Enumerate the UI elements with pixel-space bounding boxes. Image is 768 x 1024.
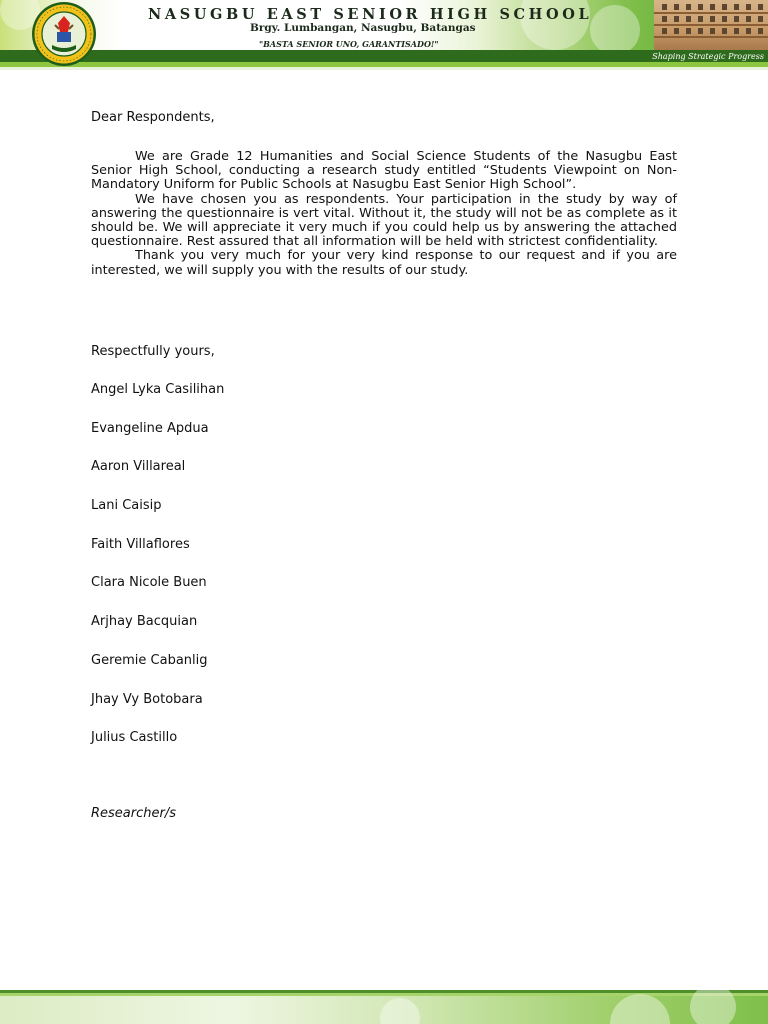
paragraph-request: We have chosen you as respondents. Your participation in the study by way of answering the questionnaire is vert vital. Without it, the study will not be as complete as it should be. We will appreciate it very much if you could help us by answering the attached questionnaire. Rest assured that all information will be held with strictest confidentiality. bbox=[91, 191, 677, 250]
paragraph-thanks: Thank you very much for your very kind response to our request and if you are interested, we will supply you with the results of our study. bbox=[91, 248, 677, 278]
bokeh-decoration bbox=[610, 994, 670, 1024]
researcher-names-list bbox=[91, 382, 224, 769]
researcher-name: Evangeline Apdua bbox=[91, 420, 209, 436]
school-seal-icon bbox=[30, 1, 98, 67]
school-address: Brgy. Lumbangan, Nasugbu, Batangas bbox=[250, 22, 476, 34]
researcher-name: Jhay Vy Botobara bbox=[91, 691, 203, 707]
researcher-name: Geremie Cabanlig bbox=[91, 652, 208, 668]
footer-banner bbox=[0, 990, 768, 1024]
header-stripe bbox=[0, 67, 768, 70]
school-slogan: "BASTA SENIOR UNO, GARANTISADO!" bbox=[259, 39, 439, 49]
researcher-name: Julius Castillo bbox=[91, 730, 178, 746]
bokeh-decoration bbox=[380, 998, 420, 1024]
paragraph-intro: We are Grade 12 Humanities and Social Science Students of the Nasugbu East Senior High School, conducting a research study entitled “Students Viewpoint on Non-Mandatory Uniform for Public Schools at Nasugbu East Senior High School”. bbox=[91, 149, 677, 193]
closing: Respectfully yours, bbox=[91, 344, 215, 359]
header-tagline: Shaping Strategic Progress bbox=[652, 52, 764, 61]
school-building-image bbox=[654, 0, 768, 50]
researcher-name: Angel Lyka Casilihan bbox=[91, 382, 225, 397]
letter-paragraphs bbox=[91, 150, 677, 278]
researcher-name: Lani Caisip bbox=[91, 498, 162, 514]
salutation: Dear Respondents, bbox=[91, 110, 215, 125]
researcher-name: Faith Villaflores bbox=[91, 536, 190, 552]
footer-stripe bbox=[0, 993, 768, 996]
researcher-name: Arjhay Bacquian bbox=[91, 614, 198, 630]
bokeh-decoration bbox=[590, 5, 640, 55]
signature-label: Researcher/s bbox=[91, 806, 176, 821]
school-name: NASUGBU EAST SENIOR HIGH SCHOOL bbox=[148, 6, 593, 23]
researcher-name: Aaron Villareal bbox=[91, 459, 186, 475]
letterhead-banner bbox=[0, 0, 768, 70]
researcher-name: Clara Nicole Buen bbox=[91, 575, 207, 591]
bokeh-decoration bbox=[690, 990, 736, 1024]
